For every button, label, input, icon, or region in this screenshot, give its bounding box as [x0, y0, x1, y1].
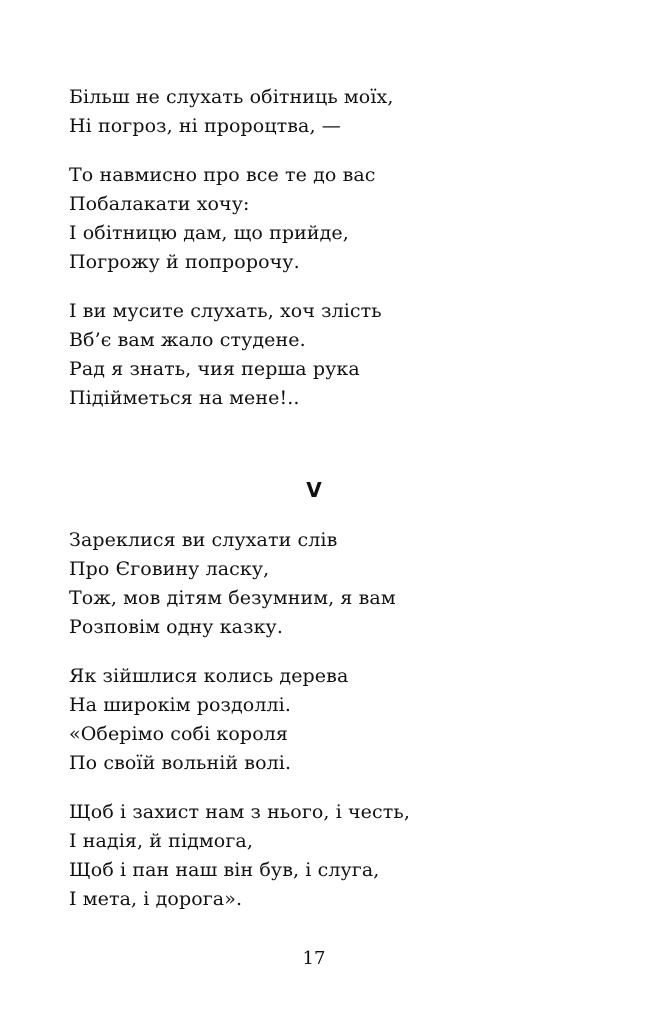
poem-line: Рад я знать, чия перша рука	[69, 358, 360, 380]
poem-line: Ні погроз, ні пророцтва, —	[69, 115, 341, 137]
poem-line: Тож, мов дітям безумним, я вам	[69, 587, 396, 609]
section-heading: V	[306, 478, 322, 502]
poem-line: І мета, і дорога».	[69, 888, 243, 910]
page-number: 17	[302, 948, 326, 969]
poem-line: Щоб і захист нам з нього, і честь,	[69, 801, 410, 823]
poem-line: По своїй вольній волі.	[69, 752, 292, 774]
poem-line: Вб’є вам жало студене.	[69, 329, 306, 351]
poem-line: Підійметься на мене!..	[69, 387, 300, 409]
poem-line: Погрожу й попророчу.	[69, 251, 300, 273]
poem-line: Більш не слухать обітниць моїх,	[69, 86, 394, 108]
poem-line: Про Єговину ласку,	[69, 558, 270, 580]
poem-line: Зареклися ви слухати слів	[69, 529, 338, 551]
poem-line: «Оберімо собі короля	[69, 723, 288, 745]
poem-line: І ви мусите слухать, хоч злість	[69, 300, 382, 322]
poem-line: На широкім роздоллі.	[69, 694, 291, 716]
poem-line: Розповім одну казку.	[69, 616, 283, 638]
poem-line: Як зійшлися колись дерева	[69, 665, 349, 687]
poem-line: Побалакати хочу:	[69, 193, 250, 215]
poem-line: І надія, й підмога,	[69, 830, 253, 852]
poem-line: То навмисно про все те до вас	[69, 164, 376, 186]
poem-line: І обітницю дам, що прийде,	[69, 222, 349, 244]
poem-line: Щоб і пан наш він був, і слуга,	[69, 859, 380, 881]
